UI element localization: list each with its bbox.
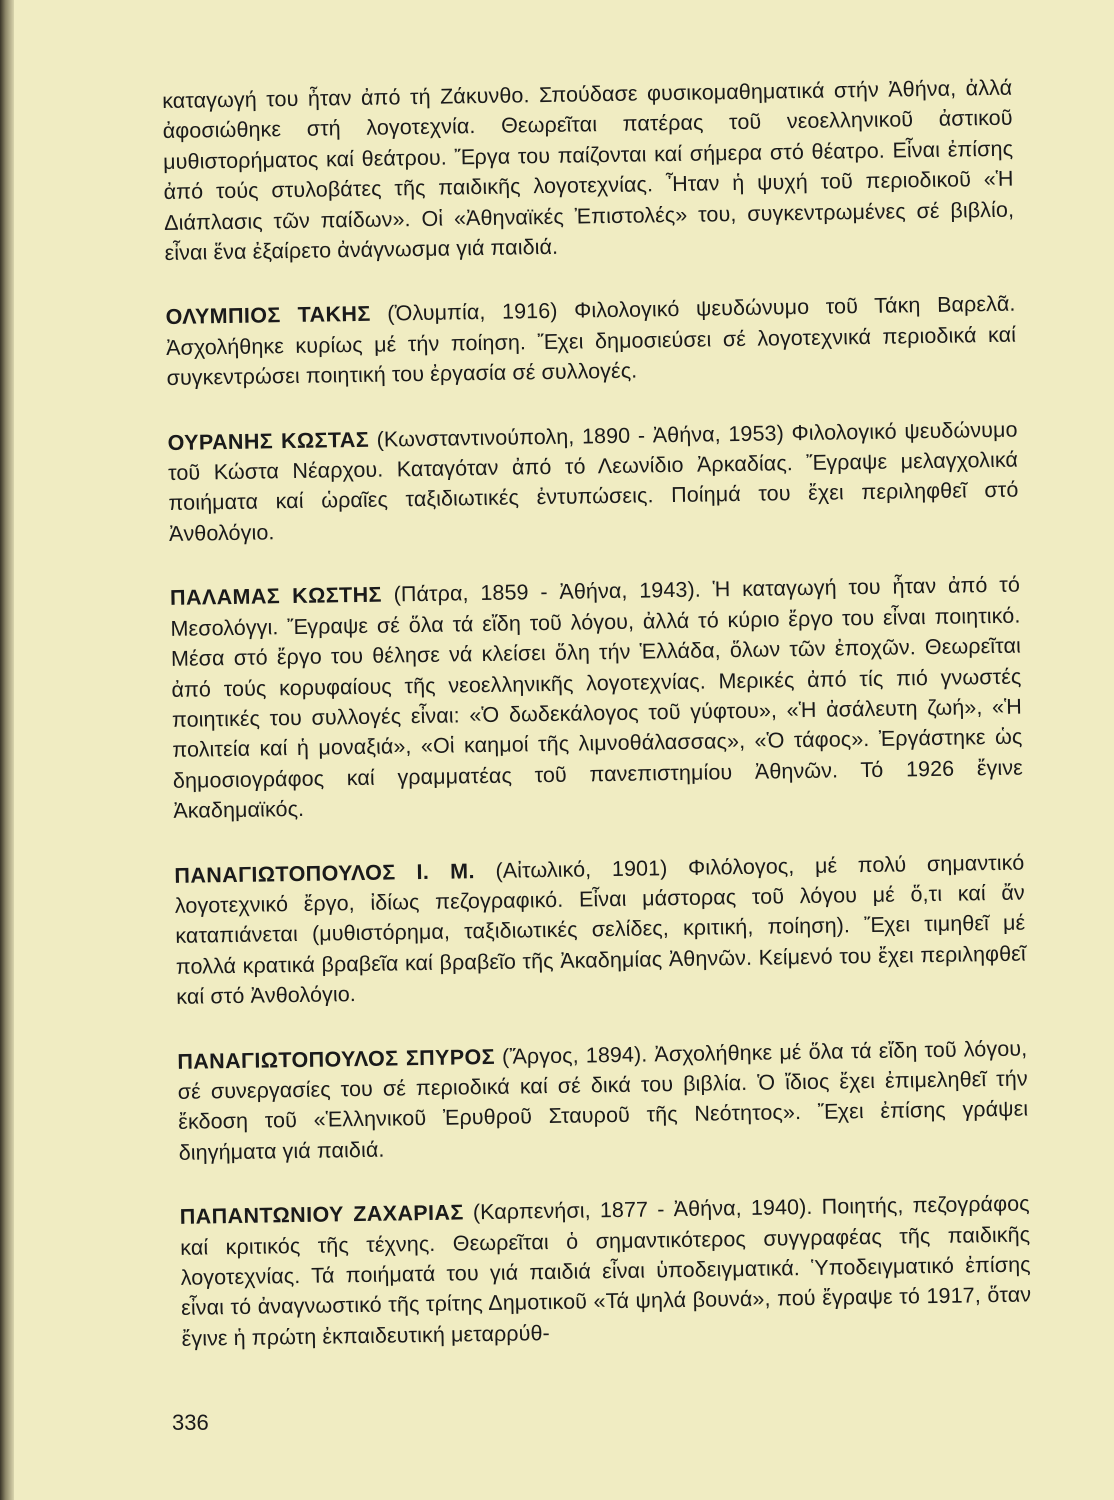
entry-text: (Καρπενήσι, 1877 - Ἀθήνα, 1940). Ποιητής, πεζογράφος καί κριτικός τῆς τέχνης. Θεωρεῖται ὁ σημαντικότερος συγγραφέας τῆς παιδικῆς λογοτεχνίας. Τά ποιήματά του γιά παιδιά εἶναι ὑποδειγματικά. Ὑποδειγματικό ἐπίσης εἶναι τό ἀναγνωστικό τῆς τρίτης Δημοτικοῦ «Τά ψηλά βουνά», πού ἔγραψε τό 1917, ὅταν ἔγινε ἡ πρώτη ἐκπαιδευτική μεταρρύθ- — [180, 1191, 1032, 1351]
entry-text: (Αἰτωλικό, 1901) Φιλόλογος, μέ πολύ σημαντικό λογοτεχνικό ἔργο, ἰδίως πεζογραφικό. Εἶναι μάστορας τοῦ λόγου μέ ὅ,τι καί ἄν καταπιάνεται (μυθιστόρημα, ταξιδιωτικές σελίδες, κριτική, ποίηση). Ἔχει τιμηθεῖ μέ πολλά κρατικά βραβεῖα καί βραβεῖο τῆς Ἀκαδημίας Ἀθηνῶν. Κείμενό του ἔχει περιληφθεῖ καί στό Ἀνθολόγιο. — [174, 850, 1026, 1010]
entry-name: ΠΑΝΑΓΙΩΤΟΠΟΥΛΟΣ Ι. Μ. — [174, 858, 476, 888]
entry-ouranis — [167, 414, 1019, 549]
entry-name: ΠΑΝΑΓΙΩΤΟΠΟΥΛΟΣ ΣΠΥΡΟΣ — [177, 1044, 496, 1074]
entry-panagiotopoulos-spyros — [177, 1033, 1029, 1168]
entry-text: (Ὀλυμπία, 1916) Φιλολογικό ψευδώνυμο τοῦ Τάκη Βαρελᾶ. Ἀσχολήθηκε κυρίως μέ τήν ποίηση. Ἔχει δημοσιεύσει σέ λογοτεχνικά περιοδικά καί συγκεντρώσει ποιητική του ἐργασία σέ συλλογές. — [165, 292, 1017, 391]
entry-papantoniou — [180, 1189, 1032, 1354]
entry-name: ΟΛΥΜΠΙΟΣ ΤΑΚΗΣ — [165, 302, 371, 330]
page-number: 336 — [172, 1410, 209, 1435]
entry-text: (Ἄργος, 1894). Ἀσχολήθηκε μέ ὅλα τά εἴδη τοῦ λόγου, σέ συνεργασίες του σέ περιοδικά καί σέ δικά του βιβλία. Ὁ ἴδιος ἔχει ἐπιμεληθεῖ τήν ἔκδοση τοῦ «Ἑλληνικοῦ Ἐρυθροῦ Σταυροῦ τῆς Νεότητος». Ἔχει ἐπίσης γράψει διηγήματα γιά παιδιά. — [177, 1036, 1029, 1165]
entry-name: ΠΑΠΑΝΤΩΝΙΟΥ ΖΑΧΑΡΙΑΣ — [179, 1200, 464, 1230]
page-binding-edge — [0, 0, 14, 1500]
intro-paragraph: καταγωγή του ἦταν ἀπό τή Ζάκυνθο. Σπούδασε φυσικομαθηματικά στήν Ἀθήνα, ἀλλά ἀφοσιώθηκε στή λογοτεχνία. Θεωρεῖται πατέρας τοῦ νεοελληνικοῦ ἀστικοῦ μυθιστορήματος καί θεάτρου. Ἔργα του παίζονται καί σήμερα στό θέατρο. Εἶναι ἐπίσης ἀπό τούς στυλοβάτες τῆς παιδικῆς λογοτεχνίας. Ἦταν ἡ ψυχή τοῦ περιοδικοῦ «Ἡ Διάπλασις τῶν παίδων». Οἱ «Ἀθηναϊκές Ἐπιστολές» του, συγκεντρωμένες σέ βιβλίο, εἶναι ἕνα ἐξαίρετο ἀνάγνωσμα γιά παιδιά. — [162, 75, 1015, 266]
page-text — [162, 73, 1032, 1354]
entry-name: ΠΑΛΑΜΑΣ ΚΩΣΤΗΣ — [169, 582, 383, 611]
entry-text: (Κωνσταντινούπολη, 1890 - Ἀθήνα, 1953) Φιλολογικό ψευδώνυμο τοῦ Κώστα Νέαρχου. Καταγόταν ἀπό τό Λεωνίδιο Ἀρκαδίας. Ἔγραψε μελαγχολικά ποιήματα καί ὡραῖες ταξιδιωτικές ἐντυπώσεις. Ποίημά του ἔχει περιληφθεῖ στό Ἀνθολόγιο. — [167, 417, 1019, 546]
entry-text: (Πάτρα, 1859 - Ἀθήνα, 1943). Ἡ καταγωγή του ἦταν ἀπό τό Μεσολόγγι. Ἔγραψε σέ ὅλα τά εἴδη τοῦ λόγου, ἀλλά τό κύριο ἔργο του εἶναι ποιητικό. Μέσα στό ἔργο του θέλησε νά κλείσει ὅλη τήν Ἑλλάδα, ὅλων τῶν ἐποχῶν. Θεωρεῖται ἀπό τούς κορυφαίους τῆς νεοελληνικῆς λογοτεχνίας. Μερικές ἀπό τίς πιό γνωστές ποιητικές του συλλογές εἶναι: «Ὁ δωδεκάλογος τοῦ γύφτου», «Ἡ ἀσάλευτη ζωή», «Ἡ πολιτεία καί ἡ μοναξιά», «Οἱ καημοί τῆς λιμνοθάλασσας», «Ὁ τάφος». Ἐργάστηκε ὡς δημοσιογράφος καί γραμματέας τοῦ πανεπιστημίου Ἀθηνῶν. Τό 1926 ἔγινε Ἀκαδημαϊκός. — [170, 572, 1023, 824]
entry-palamas — [170, 570, 1024, 827]
entry-panagiotopoulos-im — [174, 847, 1026, 1012]
entry-olympios — [165, 289, 1016, 394]
entry-name: ΟΥΡΑΝΗΣ ΚΩΣΤΑΣ — [167, 427, 370, 455]
